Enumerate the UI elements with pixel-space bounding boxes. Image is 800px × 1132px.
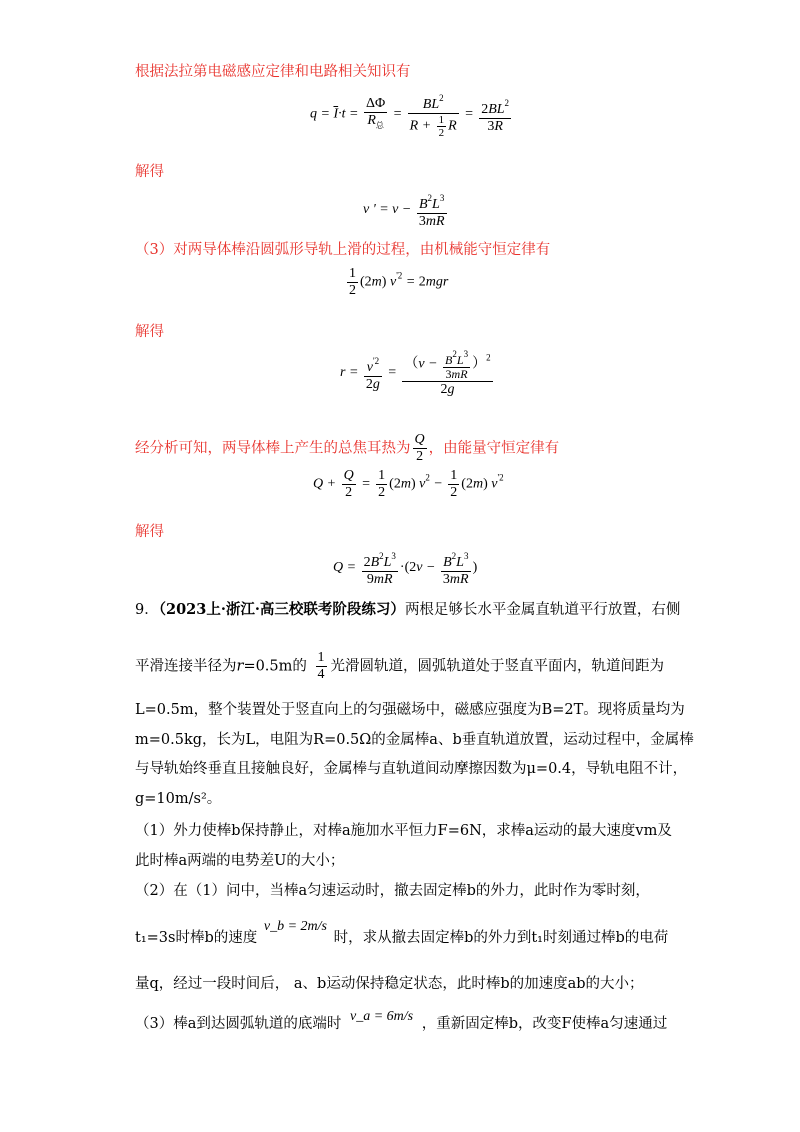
question-3-text-b: ，重新固定棒b，改变F使棒a匀速通过 <box>421 1016 668 1032</box>
problem-line-6: g=10m/s²。 <box>135 791 222 807</box>
fraction-q-half: $\frac{Q}{2}$ <box>414 432 425 464</box>
equation-radius: r = $\frac{v^{'2}}{2g}$ = （v − $\frac{B^2L^3}{3mR}$ ）$^2$ 2g <box>340 349 491 397</box>
problem-text-1: 两根足够长水平金属直轨道平行放置，右侧 <box>404 602 681 618</box>
equation-vb: v_b = 2m/s <box>263 919 327 934</box>
problem-line-4: m=0.5kg，长为L，电阻为R=0.5Ω的金属棒a、b垂直轨道放置，运动过程中，金属棒 <box>135 732 694 748</box>
problem-text-2c: =0.5m的 <box>243 658 307 675</box>
problem-number: 9． <box>135 602 159 618</box>
fraction-quarter: $\frac{1}{4}$ <box>317 650 325 682</box>
question-2-line-2 <box>135 919 669 949</box>
problem-line-3: L=0.5m，整个装置处于竖直向上的匀强磁场中，磁感应强度为B=2T。现将质量均为 <box>135 702 685 718</box>
question-1-line-2: 此时棒a两端的电势差U的大小； <box>135 853 345 869</box>
question-2-text-a: t₁=3s时棒b的速度 <box>135 930 258 946</box>
joule-heat-text-a: 经分析可知，两导体棒上产生的总焦耳热为 <box>135 440 411 457</box>
solution-text-part3: （3）对两导体棒沿圆弧形导轨上滑的过程，由机械能守恒定律有 <box>135 242 551 258</box>
problem-line-2 <box>135 650 664 683</box>
solution-text-solve-1: 解得 <box>135 164 164 180</box>
solution-text-solve-2: 解得 <box>135 324 164 340</box>
solution-text-solve-3: 解得 <box>135 524 164 540</box>
problem-text-2a: 平滑连接半径为 <box>135 658 237 675</box>
solution-text-faraday: 根据法拉第电磁感应定律和电路相关知识有 <box>135 64 411 80</box>
problem-line-5: 与导轨始终垂直且接触良好，金属棒与直轨道间动摩擦因数为μ=0.4，导轨电阻不计， <box>135 761 688 777</box>
question-3-line-1 <box>135 1009 668 1035</box>
equation-charge: $q = \overline{I}\cdot t$ = $\frac{\Delta\Phi}{R_总}$ = $BL^2$ R + $\frac{1}{2}$ R = $\frac{2BL^2}{3R}$ <box>310 90 513 139</box>
problem-text-2d: 光滑圆轨道，圆弧轨道处于竖直平面内，轨道间距为 <box>330 658 665 675</box>
question-2-line-3: 量q，经过一段时间后， a、b运动保持稳定状态，此时棒b的加速度ab的大小； <box>135 976 644 992</box>
question-2-text-b: 时，求从撤去固定棒b的外力到t₁时刻通过棒b的电荷 <box>333 930 669 946</box>
equation-va: v_a = 6m/s <box>349 1009 414 1024</box>
question-3-text-a: （3）棒a到达圆弧轨道的底端时 <box>135 1016 342 1032</box>
question-1-line-1: （1）外力使棒b保持静止，对棒a施加水平恒力F=6N，求棒a运动的最大速度vm及 <box>135 823 672 839</box>
joule-heat-text-b: ，由能量守恒定律有 <box>428 440 560 457</box>
question-2-line-1: （2）在（1）问中，当棒a匀速运动时，撤去固定棒b的外力，此时作为零时刻， <box>135 883 650 899</box>
equation-velocity: v ' = v − $\frac{B^2L^3}{3mR}$ <box>363 190 449 230</box>
equation-energy-conservation: $\frac{1}{2}$ (2m) $v^{'2} = 2mgr$ <box>349 266 449 298</box>
equation-energy-balance: Q + $\frac{Q}{2}$ = $\frac{1}{2}$ (2m) $v^2$ − $\frac{1}{2}$ (2m) $v^{'2}$ <box>313 468 504 500</box>
problem-text-2b: r <box>236 658 244 675</box>
solution-text-joule-heat <box>135 432 559 465</box>
problem-9-header <box>135 600 680 620</box>
equation-heat-result: Q = $\frac{2B^2L^3}{9mR}$ ·(2v − $\frac{B^2L^3}{3mR}$ ) <box>333 548 477 588</box>
problem-source: （2023上·浙江·高三校联考阶段练习） <box>158 601 405 618</box>
